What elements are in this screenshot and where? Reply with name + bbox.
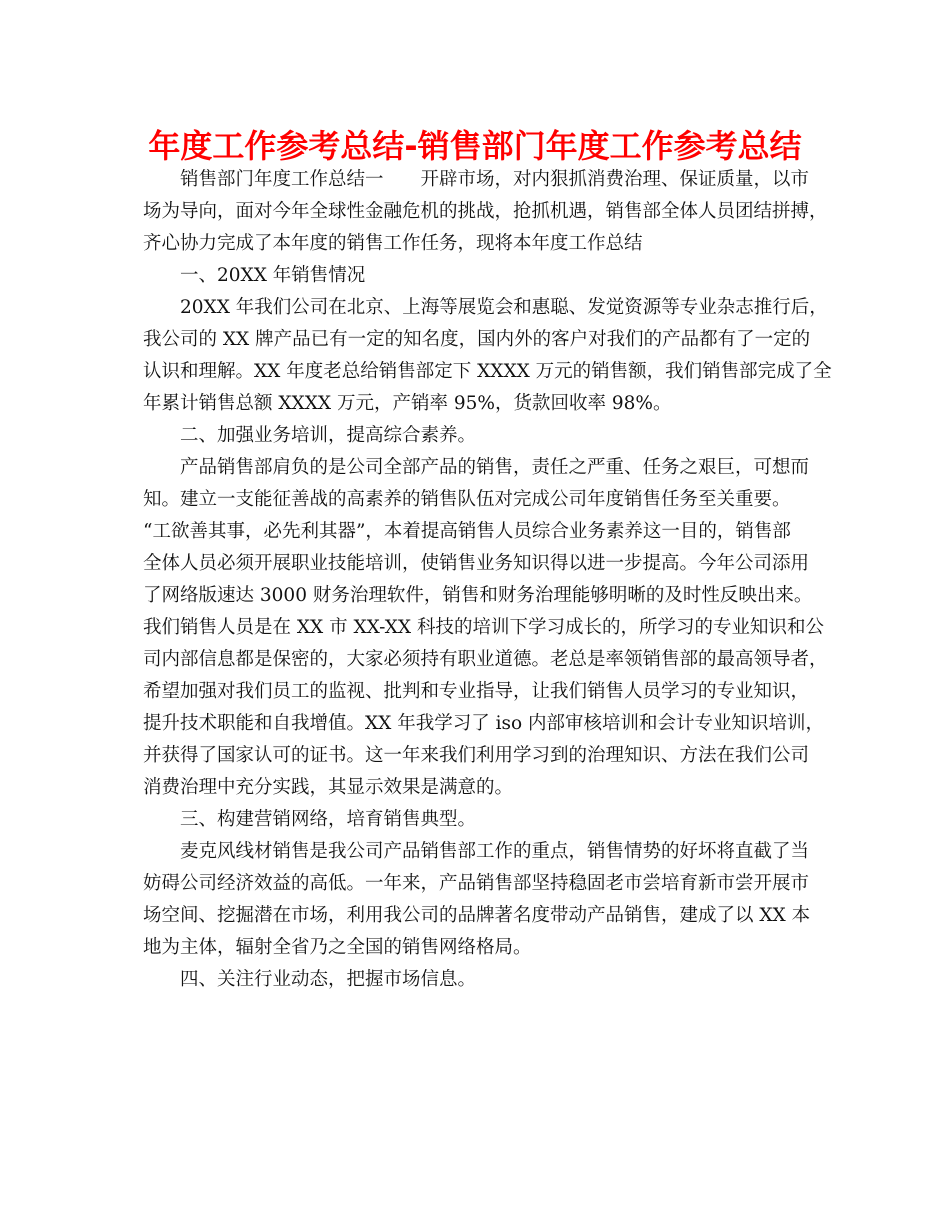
text-line: 并获得了国家认可的证书。这一年来我们利用学习到的治理知识、方法在我们公司 xyxy=(143,745,810,766)
text-line: 认识和理解。XX 年度老总给销售部定下 XXXX 万元的销售额，我们销售部完成了全 xyxy=(143,361,832,382)
text-line: 一、20XX 年销售情况 xyxy=(180,265,366,286)
text-line: 四、关注行业动态，把握市场信息。 xyxy=(180,969,477,990)
text-line: “工欲善其事，必先利其器”，本着提高销售人员综合业务素养这一目的，销售部 xyxy=(143,521,791,542)
document-title: 年度工作参考总结-销售部门年度工作参考总结 xyxy=(148,127,802,165)
text-line: 年累计销售总额 XXXX 万元，产销率 95%，货款回收率 98%。 xyxy=(143,393,672,414)
text-line: 场为导向，面对今年全球性金融危机的挑战，抢抓机遇，销售部全体人员团结拼搏， xyxy=(143,201,828,222)
text-line: 场空间、挖掘潜在市场，利用我公司的品牌著名度带动产品销售，建成了以 XX 本 xyxy=(143,905,811,926)
text-line: 提升技术职能和自我增值。XX 年我学习了 iso 内部审核培训和会计专业知识培训， xyxy=(143,713,825,734)
text-line: 三、构建营销网络，培育销售典型。 xyxy=(180,809,477,830)
document-body xyxy=(143,164,832,996)
text-line: 20XX 年我们公司在北京、上海等展览会和惠聪、发觉资源等专业杂志推行后， xyxy=(180,297,828,318)
text-line: 我公司的 XX 牌产品已有一定的知名度，国内外的客户对我们的产品都有了一定的 xyxy=(143,329,811,350)
text-line: 地为主体，辐射全省乃之全国的销售网络格局。 xyxy=(143,937,532,958)
text-line: 麦克风线材销售是我公司产品销售部工作的重点，销售情势的好坏将直截了当 xyxy=(180,841,810,862)
text-line: 销售部门年度工作总结一 开辟市场，对内狠抓消费治理、保证质量，以市 xyxy=(180,169,810,190)
text-line: 全体人员必须开展职业技能培训，使销售业务知识得以进一步提高。今年公司添用 xyxy=(143,553,810,574)
text-line: 希望加强对我们员工的监视、批判和专业指导，让我们销售人员学习的专业知识， xyxy=(143,681,810,702)
text-line: 产品销售部肩负的是公司全部产品的销售，责任之严重、任务之艰巨，可想而 xyxy=(180,457,810,478)
text-line: 了网络版速达 3000 财务治理软件，销售和财务治理能够明晰的及时性反映出来。 xyxy=(143,585,813,606)
text-line: 知。建立一支能征善战的高素养的销售队伍对完成公司年度销售任务至关重要。 xyxy=(143,489,791,510)
text-line: 二、加强业务培训，提高综合素养。 xyxy=(180,425,477,446)
text-line: 消费治理中充分实践，其显示效果是满意的。 xyxy=(143,777,514,798)
text-line: 妨碍公司经济效益的高低。一年来，产品销售部坚持稳固老市尝培育新市尝开展市 xyxy=(143,873,810,894)
text-line: 司内部信息都是保密的，大家必须持有职业道德。老总是率领销售部的最高领导者， xyxy=(143,649,828,670)
text-line: 我们销售人员是在 XX 市 XX-XX 科技的培训下学习成长的，所学习的专业知识和公 xyxy=(143,617,824,638)
text-line: 齐心协力完成了本年度的销售工作任务，现将本年度工作总结 xyxy=(143,233,643,254)
